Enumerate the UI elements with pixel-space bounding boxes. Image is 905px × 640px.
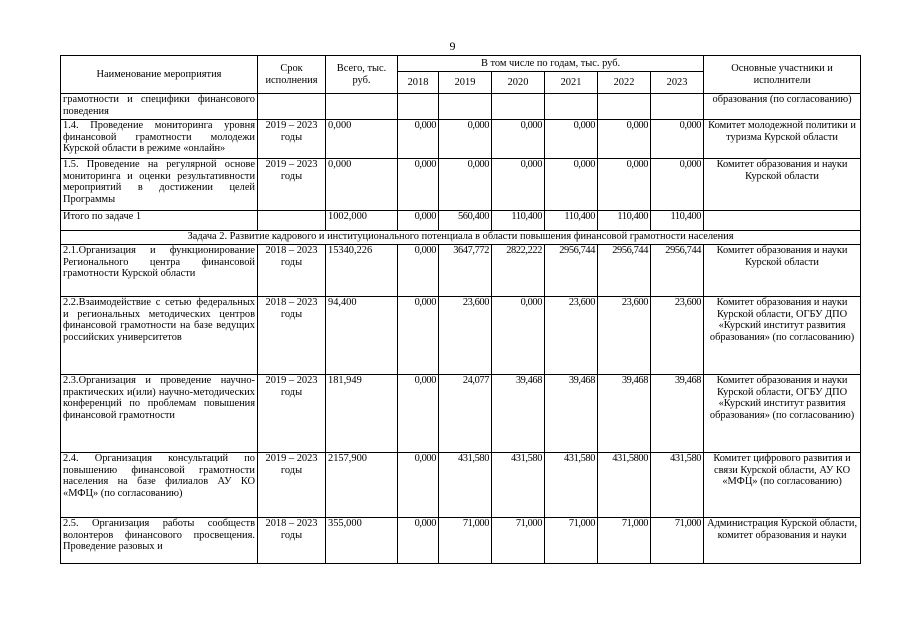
activity-total: 0,000 <box>326 120 398 159</box>
year-value: 0,000 <box>545 159 598 211</box>
activity-total: 94,400 <box>326 297 398 375</box>
year-value: 2822,222 <box>492 245 545 297</box>
year-value: 23,600 <box>651 297 704 375</box>
activity-total: 15340,226 <box>326 245 398 297</box>
activity-participants: Комитет образования и науки Курской области <box>704 245 861 297</box>
year-value: 23,600 <box>598 297 651 375</box>
activity-name: 2.1.Организация и функционирование Регионального центра финансовой грамотности Курской области <box>61 245 258 297</box>
year-value: 23,600 <box>545 297 598 375</box>
header-year: 2018 <box>398 72 439 94</box>
table-row <box>61 94 861 120</box>
year-value: 0,000 <box>492 120 545 159</box>
year-value: 0,000 <box>398 453 439 518</box>
year-value: 71,000 <box>598 518 651 564</box>
table-row <box>61 159 861 211</box>
activity-term: 2018 – 2023 годы <box>258 297 326 375</box>
header-year: 2020 <box>492 72 545 94</box>
year-value: 39,468 <box>492 375 545 453</box>
task-title: Задача 2. Развитие кадрового и институционального потенциала в области повышения финансовой грамотности населения <box>61 231 861 245</box>
activity-participants <box>704 211 861 231</box>
activity-total: 1002,000 <box>326 211 398 231</box>
year-value: 431,580 <box>651 453 704 518</box>
year-value: 0,000 <box>651 159 704 211</box>
year-value: 0,000 <box>492 159 545 211</box>
page-number: 9 <box>449 39 456 53</box>
activity-total: 181,949 <box>326 375 398 453</box>
year-value: 0,000 <box>598 120 651 159</box>
year-value: 0,000 <box>439 120 492 159</box>
task-row <box>61 231 861 245</box>
year-value: 110,400 <box>651 211 704 231</box>
year-value: 0,000 <box>492 297 545 375</box>
header-name: Наименование мероприятия <box>61 56 258 94</box>
year-value: 0,000 <box>651 120 704 159</box>
year-value: 71,000 <box>492 518 545 564</box>
activity-name: 2.3.Организация и проведение научно-практических и(или) научно-методических конференций по проблемам повышения финансовой грамотности <box>61 375 258 453</box>
activity-term: 2018 – 2023 годы <box>258 245 326 297</box>
header-total: Всего, тыс. руб. <box>326 56 398 94</box>
header-including: В том числе по годам, тыс. руб. <box>398 56 704 72</box>
year-value: 2956,744 <box>651 245 704 297</box>
activity-total: 2157,900 <box>326 453 398 518</box>
program-table <box>60 55 861 564</box>
header-term: Срок исполнения <box>258 56 326 94</box>
year-value <box>398 94 439 120</box>
year-value: 110,400 <box>545 211 598 231</box>
activity-term <box>258 211 326 231</box>
year-value: 431,580 <box>439 453 492 518</box>
year-value: 110,400 <box>598 211 651 231</box>
year-value: 2956,744 <box>545 245 598 297</box>
year-value: 431,5800 <box>598 453 651 518</box>
table-row <box>61 120 861 159</box>
activity-total <box>326 94 398 120</box>
activity-term: 2019 – 2023 годы <box>258 453 326 518</box>
activity-name: 1.5. Проведение на регулярной основе мониторинга и оценки результативности мероприятий в достижении целей Программы <box>61 159 258 211</box>
activity-name: 2.2.Взаимодействие с сетью федеральных и региональных методических центров финансовой грамотности на базе ведущих российских университетов <box>61 297 258 375</box>
year-value: 71,000 <box>439 518 492 564</box>
activity-name: грамотности и специфики финансового поведения <box>61 94 258 120</box>
year-value <box>492 94 545 120</box>
activity-name: Итого по задаче 1 <box>61 211 258 231</box>
year-value: 0,000 <box>398 245 439 297</box>
year-value: 0,000 <box>398 211 439 231</box>
activity-participants: Комитет цифрового развития и связи Курской области, АУ КО «МФЦ» (по согласованию) <box>704 453 861 518</box>
activity-participants: Комитет образования и науки Курской области, ОГБУ ДПО «Курский институт развития образования» (по согласованию) <box>704 297 861 375</box>
year-value: 71,000 <box>545 518 598 564</box>
activity-name: 2.4. Организация консультаций по повышению финансовой грамотности населения на базе филиалов АУ КО «МФЦ» (по согласованию) <box>61 453 258 518</box>
year-value: 110,400 <box>492 211 545 231</box>
year-value: 0,000 <box>545 120 598 159</box>
header-year: 2023 <box>651 72 704 94</box>
year-value: 0,000 <box>439 159 492 211</box>
year-value: 0,000 <box>598 159 651 211</box>
activity-term: 2019 – 2023 годы <box>258 159 326 211</box>
activity-term: 2018 – 2023 годы <box>258 518 326 564</box>
header-participants: Основные участники и исполнители <box>704 56 861 94</box>
year-value: 0,000 <box>398 120 439 159</box>
year-value: 39,468 <box>651 375 704 453</box>
table-row <box>61 453 861 518</box>
year-value: 0,000 <box>398 518 439 564</box>
activity-term <box>258 94 326 120</box>
activity-participants: Комитет образования и науки Курской области <box>704 159 861 211</box>
activity-name: 2.5. Организация работы сообществ волонтеров финансового просвещения. Проведение разовых и <box>61 518 258 564</box>
year-value: 23,600 <box>439 297 492 375</box>
activity-participants: образования (по согласованию) <box>704 94 861 120</box>
table-row <box>61 518 861 564</box>
activity-participants: Администрация Курской области, комитет образования и науки <box>704 518 861 564</box>
header-year: 2022 <box>598 72 651 94</box>
year-value: 24,077 <box>439 375 492 453</box>
year-value <box>651 94 704 120</box>
year-value <box>439 94 492 120</box>
year-value: 2956,744 <box>598 245 651 297</box>
table-row <box>61 375 861 453</box>
activity-term: 2019 – 2023 годы <box>258 120 326 159</box>
header-year: 2019 <box>439 72 492 94</box>
year-value: 560,400 <box>439 211 492 231</box>
year-value: 431,580 <box>492 453 545 518</box>
year-value: 39,468 <box>598 375 651 453</box>
year-value: 0,000 <box>398 159 439 211</box>
year-value: 0,000 <box>398 375 439 453</box>
activity-participants: Комитет образования и науки Курской области, ОГБУ ДПО «Курский институт развития образования» (по согласованию) <box>704 375 861 453</box>
activity-total: 0,000 <box>326 159 398 211</box>
year-value: 0,000 <box>398 297 439 375</box>
table-row <box>61 245 861 297</box>
table-row <box>61 211 861 231</box>
year-value: 3647,772 <box>439 245 492 297</box>
year-value: 431,580 <box>545 453 598 518</box>
header-year: 2021 <box>545 72 598 94</box>
activity-participants: Комитет молодежной политики и туризма Курской области <box>704 120 861 159</box>
year-value: 39,468 <box>545 375 598 453</box>
year-value <box>545 94 598 120</box>
activity-name: 1.4. Проведение мониторинга уровня финансовой грамотности молодежи Курской области в режиме «онлайн» <box>61 120 258 159</box>
year-value: 71,000 <box>651 518 704 564</box>
year-value <box>598 94 651 120</box>
activity-term: 2019 – 2023 годы <box>258 375 326 453</box>
table-row <box>61 297 861 375</box>
activity-total: 355,000 <box>326 518 398 564</box>
